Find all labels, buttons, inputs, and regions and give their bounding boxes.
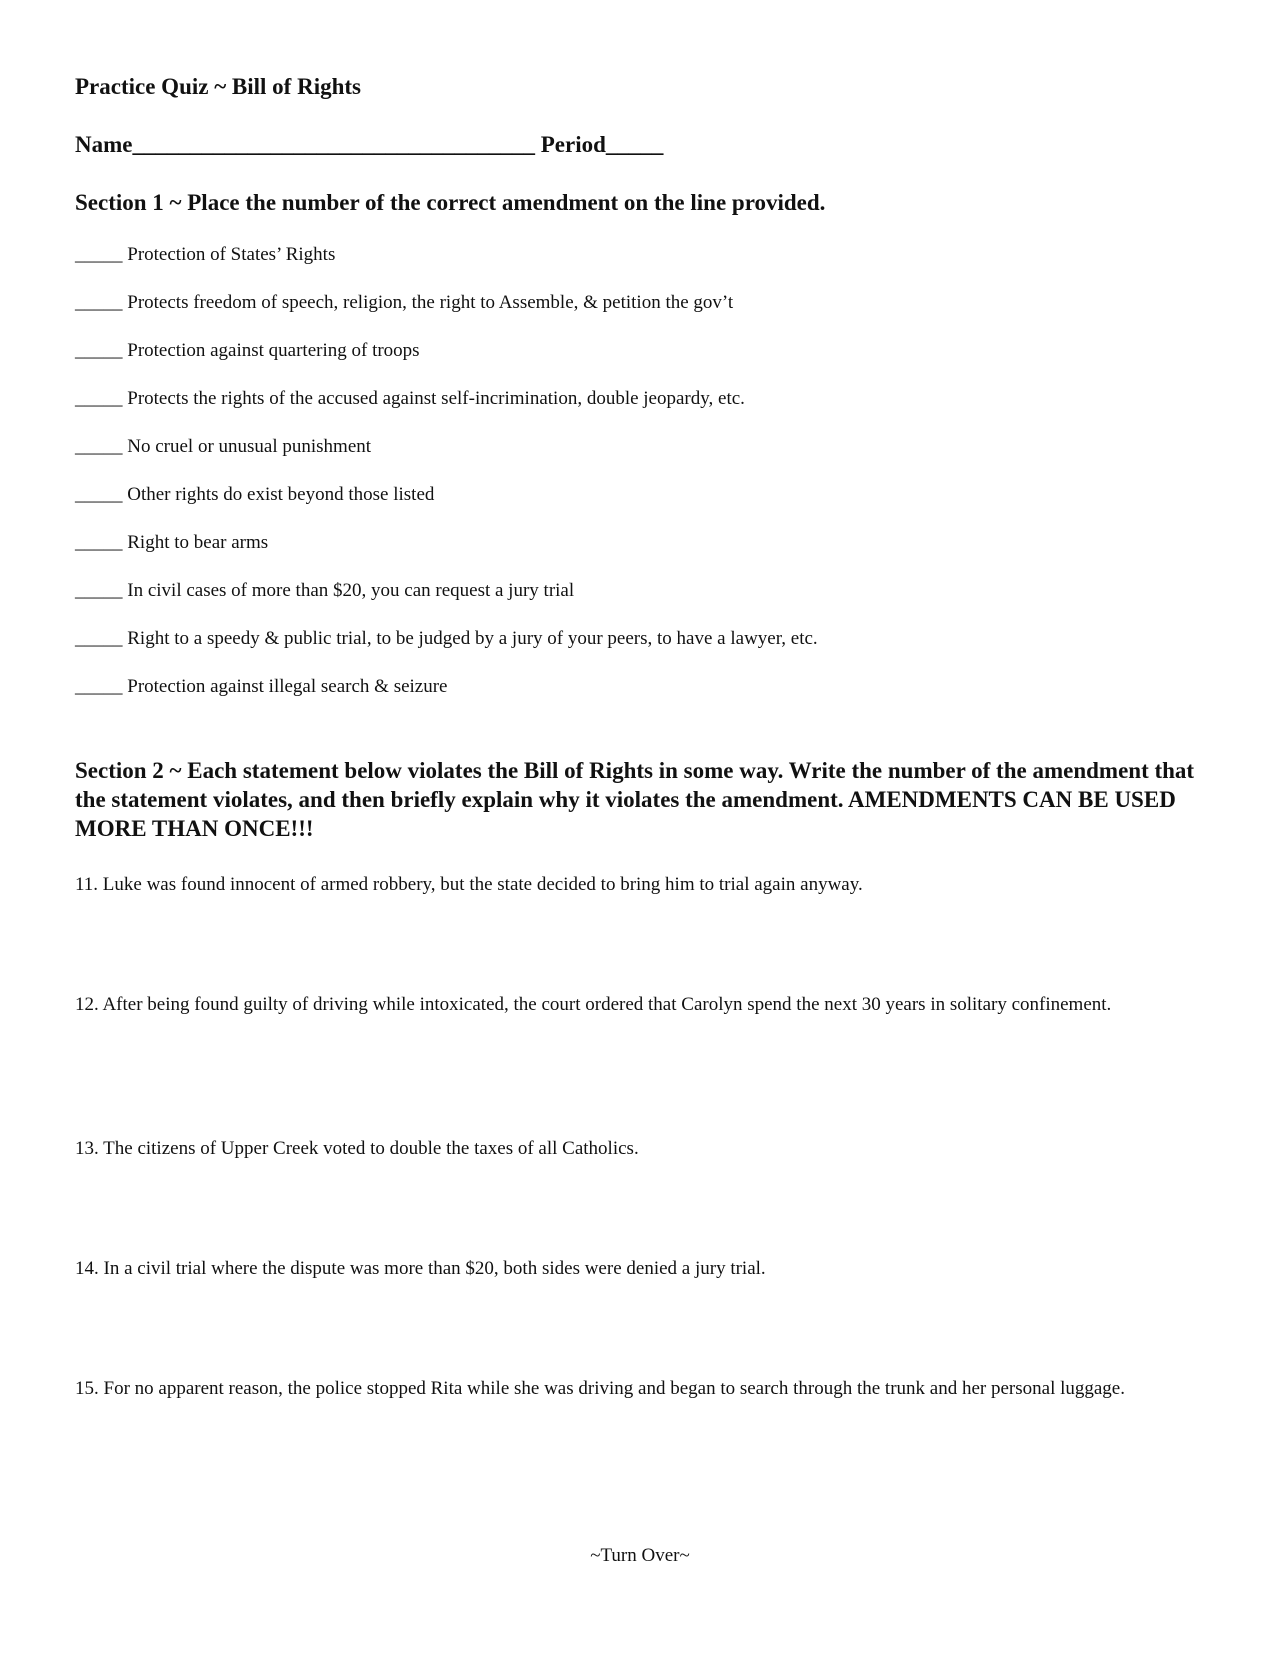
name-period-line: Name___________________________________ Period_____ bbox=[75, 132, 664, 157]
question-15: 15. For no apparent reason, the police stopped Rita while she was driving and began to search through the trunk and her personal luggage. bbox=[75, 1378, 1125, 1399]
section-1-item: _____ Right to a speedy & public trial, to be judged by a jury of your peers, to have a lawyer, etc. bbox=[75, 628, 818, 649]
question-11: 11. Luke was found innocent of armed robbery, but the state decided to bring him to trial again anyway. bbox=[75, 874, 863, 895]
section-1-item: _____ No cruel or unusual punishment bbox=[75, 436, 372, 457]
section-1-item: _____ Protection against quartering of troops bbox=[75, 340, 420, 361]
section-1-item: _____ Right to bear arms bbox=[75, 532, 269, 553]
section-1-item: _____ Protection of States’ Rights bbox=[75, 244, 336, 265]
section-1-item: _____ In civil cases of more than $20, you can request a jury trial bbox=[75, 580, 575, 601]
section-1-heading: Section 1 ~ Place the number of the correct amendment on the line provided. bbox=[75, 190, 826, 215]
section-2-heading: Section 2 ~ Each statement below violates the Bill of Rights in some way. Write the number of the amendment that the statement violates, and then briefly explain why it violates the amendment. AMENDMENTS CAN BE USED MORE THAN ONCE!!! bbox=[75, 758, 1195, 841]
question-12: 12. After being found guilty of driving while intoxicated, the court ordered that Carolyn spend the next 30 years in solitary confinement. bbox=[75, 994, 1112, 1015]
page-title: Practice Quiz ~ Bill of Rights bbox=[75, 74, 361, 99]
section-1-item: _____ Other rights do exist beyond those listed bbox=[75, 484, 435, 505]
turn-over-footer: ~Turn Over~ bbox=[590, 1545, 690, 1566]
section-1-item: _____ Protects the rights of the accused against self-incrimination, double jeopardy, etc. bbox=[75, 388, 745, 409]
question-14: 14. In a civil trial where the dispute was more than $20, both sides were denied a jury trial. bbox=[75, 1258, 766, 1279]
section-1-item: _____ Protection against illegal search & seizure bbox=[75, 676, 448, 697]
section-1-item: _____ Protects freedom of speech, religion, the right to Assemble, & petition the gov’t bbox=[75, 292, 734, 313]
question-13: 13. The citizens of Upper Creek voted to double the taxes of all Catholics. bbox=[75, 1138, 639, 1159]
